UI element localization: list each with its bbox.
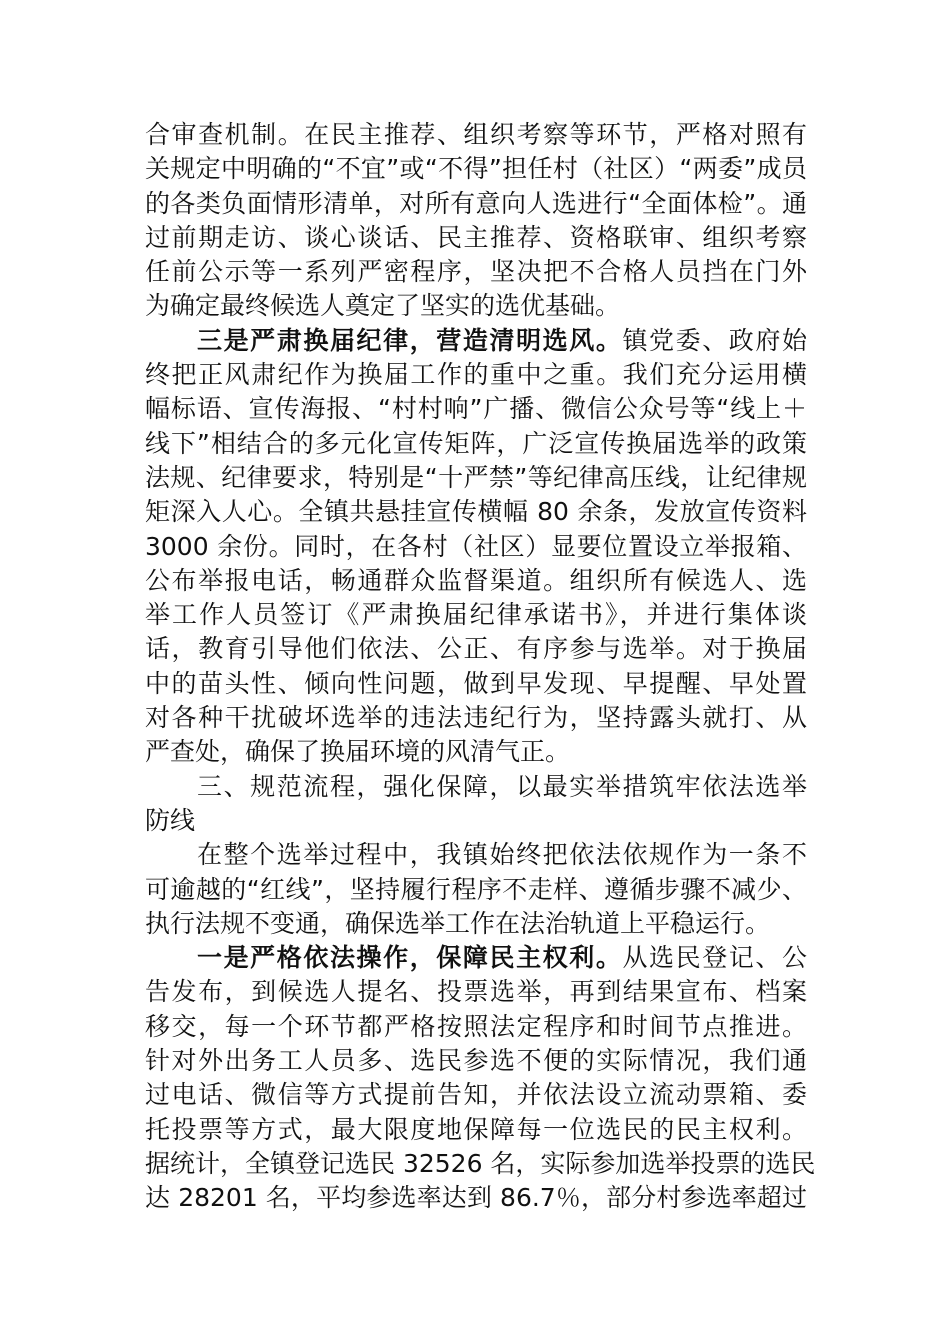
line-text: 从选民登记、公	[622, 943, 807, 973]
text-line	[145, 255, 807, 289]
line-text: 法规、纪律要求，特别是“十严禁”等纪律高压线，让纪律规	[145, 462, 807, 492]
line-text: 在整个选举过程中，我镇始终把依法依规作为一条不	[197, 840, 807, 870]
line-text: 终把正风肃纪作为换届工作的重中之重。我们充分运用横	[145, 360, 807, 390]
line-text: 话，教育引导他们依法、公正、有序参与选举。对于换届	[145, 634, 807, 664]
text-line	[145, 907, 807, 941]
text-line	[145, 392, 807, 426]
line-text: 可逾越的“红线”，坚持履行程序不走样、遵循步骤不减少、	[145, 874, 807, 904]
line-text: 公布举报电话，畅通群众监督渠道。组织所有候选人、选	[145, 565, 807, 595]
line-text: 合审查机制。在民主推荐、组织考察等环节，严格对照有	[145, 120, 807, 149]
line-text: 移交，每一个环节都严格按照法定程序和时间节点推进。	[145, 1011, 807, 1041]
text-line	[145, 941, 807, 975]
bold-heading: 一是严格依法操作，保障民主权利。	[197, 943, 623, 973]
text-line	[145, 1078, 807, 1112]
line-text: 严查处，确保了换届环境的风清气正。	[145, 737, 571, 767]
text-line	[145, 770, 807, 804]
text-line	[145, 838, 807, 872]
text-line	[145, 461, 807, 495]
line-text: 过电话、微信等方式提前告知，并依法设立流动票箱、委	[145, 1080, 807, 1110]
line-text: 针对外出务工人员多、选民参选不便的实际情况，我们通	[145, 1046, 807, 1076]
text-line	[145, 1147, 816, 1181]
text-line	[145, 632, 807, 666]
text-line	[145, 324, 807, 358]
line-text: 任前公示等一系列严密程序，坚决把不合格人员挡在门外	[145, 257, 807, 287]
line-text: 矩深入人心。全镇共悬挂宣传横幅 80 余条，发放宣传资料	[145, 497, 807, 527]
line-text: 3000 余份。同时，在各村（社区）显要位置设立举报箱、	[145, 531, 807, 561]
text-line	[145, 1181, 807, 1215]
line-text: 线下”相结合的多元化宣传矩阵，广泛宣传换届选举的政策	[145, 428, 807, 458]
line-text: 执行法规不变通，确保选举工作在法治轨道上平稳运行。	[145, 908, 771, 938]
text-line	[145, 1010, 807, 1044]
text-line	[145, 1044, 807, 1078]
line-text: 达 28201 名，平均参选率达到 86.7％，部分村参选率超过	[145, 1183, 807, 1213]
line-text: 镇党委、政府始	[622, 325, 807, 355]
text-line	[145, 530, 807, 564]
line-text: 为确定最终候选人奠定了坚实的选优基础。	[145, 291, 621, 321]
text-line	[145, 1113, 807, 1147]
text-line	[145, 152, 807, 186]
line-text: 对各种干扰破坏选举的违法违纪行为，坚持露头就打、从	[145, 703, 807, 733]
line-text: 三、规范流程，强化保障，以最实举措筑牢依法选举	[197, 771, 807, 801]
text-line	[145, 975, 807, 1009]
text-line	[145, 804, 807, 838]
text-line	[145, 735, 807, 769]
text-line	[145, 289, 807, 323]
text-line	[145, 427, 807, 461]
line-text: 幅标语、宣传海报、“村村响”广播、微信公众号等“线上＋	[145, 394, 807, 424]
text-line	[145, 187, 807, 221]
line-text: 告发布，到候选人提名、投票选举，再到结果宣布、档案	[145, 977, 807, 1007]
line-text: 过前期走访、谈心谈话、民主推荐、资格联审、组织考察	[145, 222, 807, 252]
text-line	[145, 564, 807, 598]
line-text: 中的苗头性、倾向性问题，做到早发现、早提醒、早处置	[145, 668, 807, 698]
line-text: 托投票等方式，最大限度地保障每一位选民的民主权利。	[145, 1114, 807, 1144]
text-line	[145, 598, 807, 632]
line-text: 举工作人员签订《严肃换届纪律承诺书》，并进行集体谈	[145, 600, 807, 630]
text-line	[145, 358, 807, 392]
text-line	[145, 118, 807, 152]
text-line	[145, 667, 807, 701]
text-line	[145, 701, 807, 735]
document-page	[145, 118, 816, 1216]
line-text: 关规定中明确的“不宜”或“不得”担任村（社区）“两委”成员	[145, 154, 807, 184]
text-line	[145, 221, 807, 255]
text-line	[145, 873, 807, 907]
line-text: 据统计，全镇登记选民 32526 名，实际参加选举投票的选民	[145, 1148, 816, 1178]
text-line	[145, 495, 807, 529]
line-text: 防线	[145, 805, 196, 835]
line-text: 的各类负面情形清单，对所有意向人选进行“全面体检”。通	[145, 188, 807, 218]
bold-heading: 三是严肃换届纪律，营造清明选风。	[197, 325, 623, 355]
